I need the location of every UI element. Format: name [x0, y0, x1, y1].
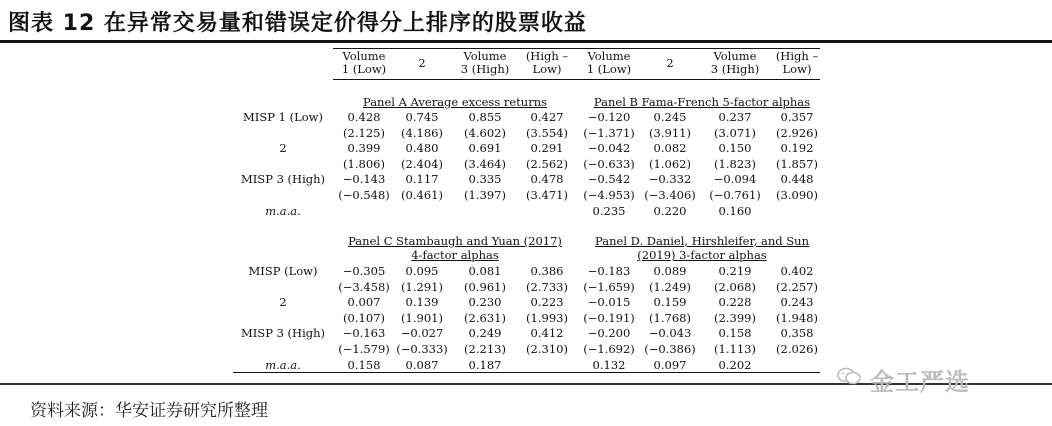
table-cell: (1.993)	[526, 310, 568, 325]
table-cell: 0.745	[405, 110, 439, 124]
panel-c-title: Panel C Stambaugh and Yuan (2017)	[348, 234, 562, 248]
column-header-line: 1 (Low)	[341, 62, 387, 76]
table-cell: (3.471)	[526, 188, 568, 202]
table-cell: (1.806)	[343, 156, 385, 171]
table-cell: (3.464)	[464, 156, 506, 171]
panel-a-title: Panel A Average excess returns	[362, 95, 548, 109]
table-cell: (−1.371)	[583, 125, 635, 140]
column-header-line: (High –	[525, 49, 569, 63]
table-cell: −0.027	[400, 326, 444, 341]
table-cell: (2.926)	[776, 125, 818, 140]
table-cell: (−1.579)	[338, 342, 390, 356]
column-header	[587, 50, 631, 76]
table-cell: (2.562)	[526, 156, 568, 171]
column-header-line: 2	[666, 56, 674, 70]
row-label: MISP (Low)	[248, 264, 318, 278]
table-cell: (−1.692)	[583, 342, 635, 356]
table-cell: 0.158	[347, 357, 381, 372]
table-cell: (2.257)	[776, 279, 818, 294]
header-bottom-rule	[333, 79, 820, 80]
table-cell: (2.733)	[526, 279, 568, 294]
table-cell: (0.961)	[464, 279, 506, 294]
table-cell: 0.428	[347, 110, 381, 124]
column-header	[461, 50, 509, 76]
table-cell: 0.412	[530, 326, 564, 341]
table-cell: (4.186)	[401, 125, 443, 140]
table-cell: 0.448	[780, 172, 814, 187]
table-cell: (1.768)	[649, 310, 691, 325]
table-cell: 0.249	[468, 326, 502, 341]
table-cell: 0.187	[468, 357, 502, 372]
table-cell: (1.857)	[776, 156, 818, 171]
column-header	[342, 50, 386, 76]
table-cell: −0.542	[587, 172, 631, 187]
row-label: 2	[279, 295, 287, 310]
row-label: MISP 1 (Low)	[243, 110, 323, 124]
table-cell: −0.332	[648, 172, 692, 187]
table-cell: (2.310)	[526, 342, 568, 356]
panel-d-subtitle: (2019) 3-factor alphas	[637, 248, 767, 262]
table-cell: −0.042	[587, 141, 631, 156]
table-cell: 0.691	[468, 141, 502, 156]
table-cell: 0.230	[468, 295, 502, 310]
table-cell: 0.202	[718, 357, 752, 372]
table-cell: (0.461)	[401, 188, 443, 202]
table-cell: 0.402	[780, 264, 814, 278]
table-cell: (−3.406)	[644, 188, 696, 202]
table-cell: 0.158	[718, 326, 752, 341]
row-label: m.a.a.	[265, 203, 301, 218]
table-cell: (0.107)	[343, 310, 385, 325]
table-cell: 0.245	[653, 110, 687, 124]
table-cell: 0.082	[653, 141, 687, 156]
table-cell: 0.150	[718, 141, 752, 156]
column-header-line: Volume	[342, 49, 386, 63]
table-cell: (1.397)	[464, 188, 506, 202]
column-header-line: Volume	[713, 49, 757, 63]
column-header	[666, 57, 673, 70]
table-cell: (2.213)	[464, 342, 506, 356]
table-cell: (2.404)	[401, 156, 443, 171]
table-cell: 0.095	[405, 264, 439, 278]
panel-d-title: Panel D. Daniel, Hirshleifer, and Sun	[595, 234, 809, 248]
table-cell: (1.901)	[401, 310, 443, 325]
table-bottom-rule	[233, 372, 820, 373]
watermark-text: 金工严选	[870, 368, 970, 396]
table-cell: −0.163	[342, 326, 386, 341]
table-cell: (1.823)	[714, 156, 756, 171]
table-cell: (−1.659)	[583, 279, 635, 294]
table-cell: 0.427	[530, 110, 564, 124]
table-cell: 0.228	[718, 295, 752, 310]
column-header-line: Volume	[587, 49, 631, 63]
table-cell: 0.192	[780, 141, 814, 156]
table-cell: (2.399)	[714, 310, 756, 325]
table-cell: 0.855	[468, 110, 502, 124]
table-cell: 0.335	[468, 172, 502, 187]
column-header	[711, 50, 759, 76]
table-cell: (−0.761)	[709, 188, 761, 202]
table-cell: −0.120	[587, 110, 631, 124]
row-label: m.a.a.	[265, 357, 301, 372]
table-cell: 0.159	[653, 295, 687, 310]
table-cell: (1.948)	[776, 310, 818, 325]
table-cell: (4.602)	[464, 125, 506, 140]
table-cell: 0.160	[718, 203, 752, 218]
column-header-line: 2	[418, 56, 426, 70]
column-header-line: Volume	[463, 49, 507, 63]
table-cell: (−0.191)	[583, 310, 635, 325]
table-cell: (−0.333)	[396, 342, 448, 356]
table-cell: 0.219	[718, 264, 752, 278]
table-cell: (1.113)	[714, 342, 756, 356]
panel-b-title: Panel B Fama-French 5-factor alphas	[593, 95, 811, 109]
column-header	[776, 50, 818, 76]
column-header	[418, 57, 425, 70]
column-header-line: 3 (High)	[460, 62, 510, 76]
table-cell: (2.631)	[464, 310, 506, 325]
figure-title: 图表 12 在异常交易量和错误定价得分上排序的股票收益	[8, 11, 587, 36]
table-cell: (−0.548)	[338, 188, 390, 202]
table-cell: 0.480	[405, 141, 439, 156]
table-cell: (−0.633)	[583, 156, 635, 171]
table-cell: 0.117	[405, 172, 439, 187]
table-cell: −0.094	[713, 172, 757, 187]
column-header	[526, 50, 568, 76]
table-cell: (1.249)	[649, 279, 691, 294]
column-header-line: Low)	[782, 62, 812, 76]
table-cell: 0.243	[780, 295, 814, 310]
table-cell: 0.081	[468, 264, 502, 278]
table-cell: −0.043	[648, 326, 692, 341]
title-divider	[0, 40, 1052, 43]
table-cell: −0.183	[587, 264, 631, 278]
table-cell: 0.478	[530, 172, 564, 187]
table-cell: 0.220	[653, 203, 687, 218]
column-header-line: 1 (Low)	[586, 62, 632, 76]
table-cell: (1.062)	[649, 156, 691, 171]
row-label: MISP 3 (High)	[240, 172, 326, 187]
table-cell: −0.305	[342, 264, 386, 278]
table-cell: 0.139	[405, 295, 439, 310]
table-cell: −0.015	[587, 295, 631, 310]
column-header-line: 3 (High)	[710, 62, 760, 76]
table-cell: 0.132	[592, 357, 626, 372]
table-cell: (3.090)	[776, 188, 818, 202]
table-cell: 0.223	[530, 295, 564, 310]
table-cell: (3.911)	[649, 125, 691, 140]
table-cell: 0.291	[530, 141, 564, 156]
table-cell: 0.357	[780, 110, 814, 124]
column-header-line: Low)	[532, 62, 562, 76]
table-cell: (−3.458)	[338, 279, 390, 294]
row-label: 2	[279, 141, 287, 156]
panel-c-subtitle: 4-factor alphas	[411, 248, 499, 262]
table-cell: 0.358	[780, 326, 814, 341]
table-cell: 0.237	[718, 110, 752, 124]
table-cell: −0.143	[342, 172, 386, 187]
table-cell: −0.200	[587, 326, 631, 341]
table-cell: (−4.953)	[583, 188, 635, 202]
table-cell: 0.089	[653, 264, 687, 278]
table-cell: (1.291)	[401, 279, 443, 294]
table-cell: 0.399	[347, 141, 381, 156]
table-cell: (−0.386)	[644, 342, 696, 356]
wechat-icon	[836, 366, 862, 386]
table-cell: (2.026)	[776, 342, 818, 356]
table-cell: (3.554)	[526, 125, 568, 140]
column-header-line: (High –	[775, 49, 819, 63]
row-label: MISP 3 (High)	[240, 326, 326, 341]
source-note: 资料来源：华安证券研究所整理	[30, 401, 268, 421]
table-cell: 0.235	[592, 203, 626, 218]
table-cell: 0.097	[653, 357, 687, 372]
table-cell: (3.071)	[714, 125, 756, 140]
table-cell: (2.068)	[714, 279, 756, 294]
table-cell: 0.386	[530, 264, 564, 278]
table-cell: 0.007	[347, 295, 381, 310]
table-cell: 0.087	[405, 357, 439, 372]
table-cell: (2.125)	[343, 125, 385, 140]
